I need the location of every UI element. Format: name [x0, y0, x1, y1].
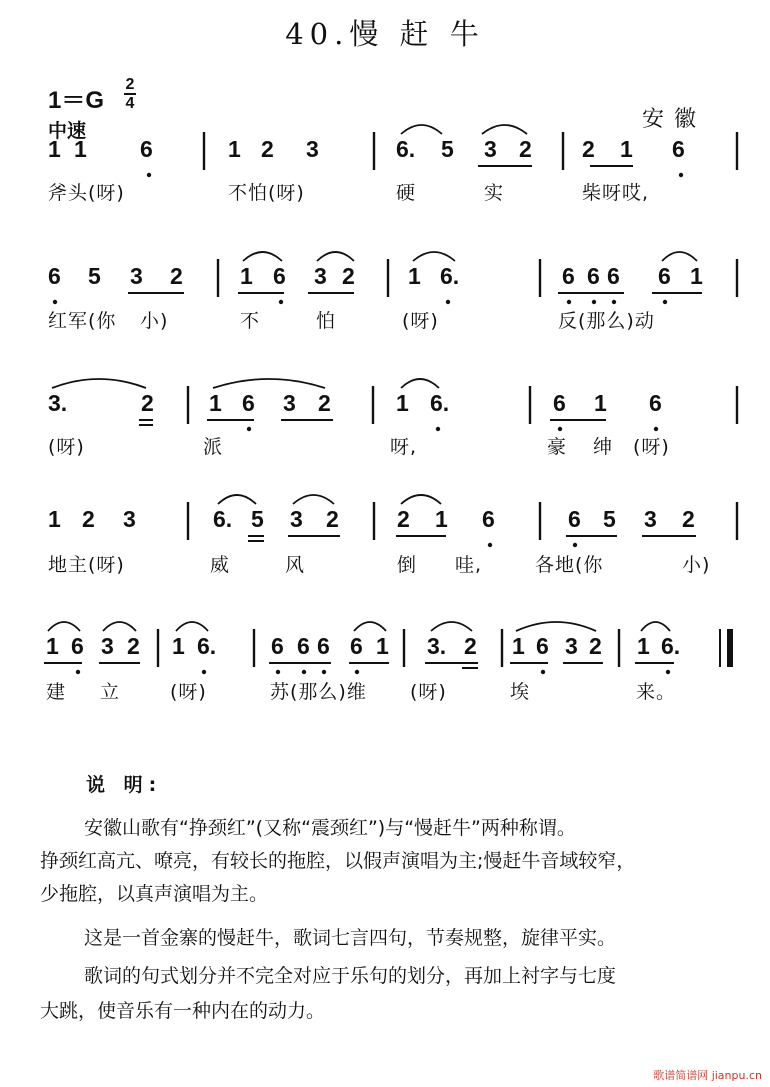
octave-dot [488, 543, 492, 547]
slur [401, 379, 439, 388]
note: 6 [562, 263, 575, 289]
notes-paragraph-4: 这是一首金寨的慢赶牛，歌词七言四句，节奏规整，旋律平实。 [84, 927, 617, 949]
lyric: 豪 [547, 436, 568, 458]
octave-dot [276, 670, 280, 674]
slur [176, 622, 208, 631]
note: 1 [240, 263, 253, 289]
lyric: 实 [484, 182, 505, 204]
lyric: 风 [285, 554, 306, 576]
note: 6 [350, 633, 363, 659]
note: 1 [48, 136, 61, 162]
slur [401, 125, 442, 134]
octave-dot [573, 543, 577, 547]
lyric: 斧头(呀) [48, 182, 125, 204]
note: 1 [620, 136, 633, 162]
lyric: 威 [210, 554, 231, 576]
note: 6 [297, 633, 310, 659]
note: 6. [440, 263, 460, 289]
note: 6. [197, 633, 217, 659]
note: 3 [565, 633, 578, 659]
final-barline-thick [727, 629, 733, 667]
slur [293, 495, 334, 504]
note: 2 [582, 136, 595, 162]
octave-dot [654, 427, 658, 431]
note: 3 [306, 136, 319, 162]
lyric: 柴呀哎, [582, 182, 650, 204]
note: 1 [690, 263, 703, 289]
note: 2 [170, 263, 183, 289]
octave-dot [355, 670, 359, 674]
octave-dot [567, 300, 571, 304]
note: 5 [603, 506, 616, 532]
note: 6 [140, 136, 153, 162]
note: 2 [82, 506, 95, 532]
note: 2 [261, 136, 274, 162]
lyric: 绅 [593, 436, 614, 458]
note: 1 [48, 506, 61, 532]
note: 6 [658, 263, 671, 289]
note: 1 [228, 136, 241, 162]
octave-dot [247, 427, 251, 431]
notes-paragraph-2: 挣颈红高亢、嘹亮，有较长的拖腔，以假声演唱为主;慢赶牛音域较窄， [40, 850, 636, 872]
note: 1 [376, 633, 389, 659]
lyric: 呀, [390, 436, 418, 458]
lyric: 各地(你 [535, 554, 604, 576]
slur [103, 622, 136, 631]
slur [662, 252, 697, 261]
note: 6 [568, 506, 581, 532]
note: 2 [464, 633, 477, 659]
slur [482, 125, 527, 134]
watermark-text: 歌谱简谱网 jianpu.cn [653, 1069, 762, 1082]
lyric: 埃 [510, 681, 531, 703]
slur [431, 622, 472, 631]
note: 6 [242, 390, 255, 416]
octave-dot [541, 670, 545, 674]
lyric: 地主(呀) [48, 554, 125, 576]
slur [218, 495, 256, 504]
note: 6 [317, 633, 330, 659]
note: 6. [661, 633, 681, 659]
note: 2 [326, 506, 339, 532]
slur [354, 622, 386, 631]
lyric: 派 [203, 436, 224, 458]
notes-paragraph-1: 安徽山歌有“挣颈红”(又称“震颈红”)与“慢赶牛”两种称谓。 [84, 817, 576, 839]
note: 6 [48, 263, 61, 289]
octave-dot [666, 670, 670, 674]
note: 3 [123, 506, 136, 532]
note: 2 [589, 633, 602, 659]
octave-dot [53, 300, 57, 304]
note: 6 [273, 263, 286, 289]
note: 6 [482, 506, 495, 532]
note: 2 [519, 136, 532, 162]
note: 6 [536, 633, 549, 659]
note: 6 [649, 390, 662, 416]
octave-dot [202, 670, 206, 674]
lyric: 怕 [316, 310, 337, 332]
note: 6. [213, 506, 233, 532]
slur [243, 252, 282, 261]
note: 1 [435, 506, 448, 532]
lyric: 红军(你 [48, 310, 117, 332]
note: 1 [637, 633, 650, 659]
lyric: 苏(那么)维 [270, 681, 367, 703]
note: 1 [209, 390, 222, 416]
octave-dot [76, 670, 80, 674]
note: 1 [408, 263, 421, 289]
note: 3 [314, 263, 327, 289]
note: 3 [101, 633, 114, 659]
key-signature: 1＝G [48, 87, 105, 114]
octave-dot [436, 427, 440, 431]
lyric: 来。 [636, 681, 677, 703]
notes-paragraph-5: 歌词的句式划分并不完全对应于乐句的划分，再加上衬字与七度 [84, 965, 617, 987]
note: 6 [587, 263, 600, 289]
lyric: 小) [140, 310, 169, 332]
note: 3. [48, 390, 68, 416]
lyric: 哇, [455, 554, 483, 576]
lyric: (呀) [402, 310, 439, 332]
lyric: 不 [240, 310, 261, 332]
lyric: 不怕(呀) [228, 182, 305, 204]
note: 2 [318, 390, 331, 416]
note: 6. [396, 136, 416, 162]
slur [317, 252, 354, 261]
note: 6 [553, 390, 566, 416]
note: 3 [644, 506, 657, 532]
lyric: (呀) [48, 436, 85, 458]
note: 1 [594, 390, 607, 416]
octave-dot [322, 670, 326, 674]
slur [641, 622, 670, 631]
region-label: 安徽 [642, 107, 707, 132]
octave-dot [279, 300, 283, 304]
octave-dot [558, 427, 562, 431]
note: 1 [172, 633, 185, 659]
note: 3 [130, 263, 143, 289]
note: 6 [71, 633, 84, 659]
notes-paragraph-3: 少拖腔，以真声演唱为主。 [40, 883, 269, 905]
note: 5 [441, 136, 454, 162]
octave-dot [592, 300, 596, 304]
note: 6 [672, 136, 685, 162]
lyric: (呀) [633, 436, 670, 458]
octave-dot [679, 173, 683, 177]
note: 6 [607, 263, 620, 289]
slur [213, 379, 325, 388]
lyric: 建 [46, 681, 67, 703]
note: 3. [427, 633, 447, 659]
slur [413, 252, 455, 261]
note: 1 [512, 633, 525, 659]
note: 2 [682, 506, 695, 532]
page-title: 40.慢 赶 牛 [285, 17, 485, 51]
note: 2 [127, 633, 140, 659]
lyric: 反(那么)动 [558, 310, 655, 332]
note: 2 [141, 390, 154, 416]
note: 5 [251, 506, 264, 532]
time-signature-top: 2 [125, 76, 135, 93]
lyric: (呀) [410, 681, 447, 703]
slur [516, 622, 596, 631]
note: 3 [283, 390, 296, 416]
note: 6. [430, 390, 450, 416]
octave-dot [446, 300, 450, 304]
lyric: (呀) [170, 681, 207, 703]
note: 1 [396, 390, 409, 416]
note: 1 [74, 136, 87, 162]
note: 3 [484, 136, 497, 162]
note: 2 [342, 263, 355, 289]
octave-dot [663, 300, 667, 304]
notes-paragraph-6: 大跳，使音乐有一种内在的动力。 [40, 1000, 326, 1022]
octave-dot [612, 300, 616, 304]
lyric: 立 [100, 681, 121, 703]
note: 2 [397, 506, 410, 532]
note: 5 [88, 263, 101, 289]
slur [401, 495, 441, 504]
time-signature-bottom: 4 [125, 95, 135, 112]
lyric: 倒 [397, 554, 418, 576]
note: 6 [271, 633, 284, 659]
slur [52, 379, 146, 388]
octave-dot [302, 670, 306, 674]
octave-dot [147, 173, 151, 177]
slur [48, 622, 80, 631]
note: 3 [290, 506, 303, 532]
notes-heading: 说 明: [86, 774, 163, 796]
lyric: 硬 [396, 182, 417, 204]
lyric: 小) [682, 554, 711, 576]
note: 1 [46, 633, 59, 659]
tempo-marking: 中速 [48, 120, 87, 142]
